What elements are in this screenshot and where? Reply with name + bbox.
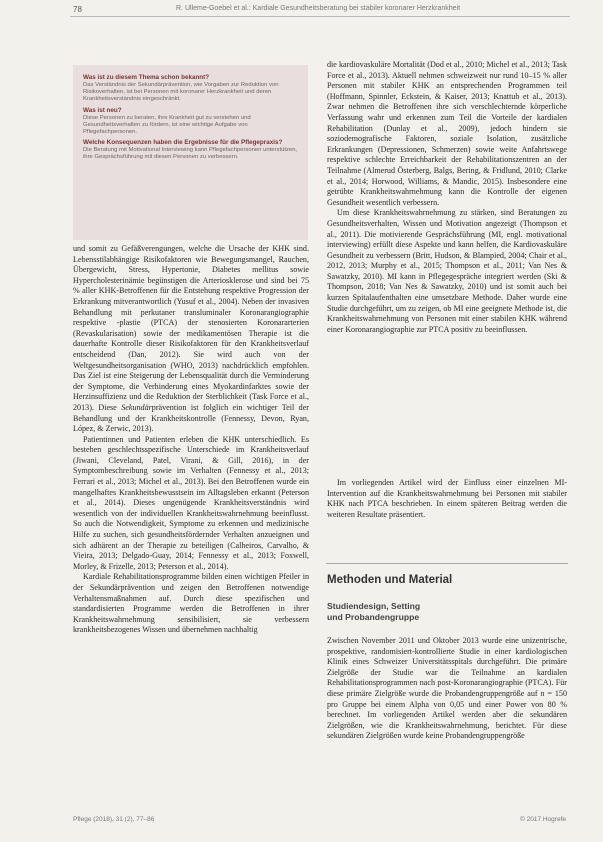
box-question-3: Welche Konsequenzen haben die Ergebnisse für die Pflegepraxis? bbox=[83, 139, 283, 147]
paragraph: und somit zu Gefäßverengungen, welche die Ursache der KHK sind. Lebensstilabhängige Risikofaktoren wie Bewegungsmangel, Rauchen, Übergewicht, Stress, Hypertonie, Diabetes mellitus sowie Hypercholesterinämie begünstigen die Arteriosklerose und sind bei 75 % aller KHK-Betroffenen für die Entstehung respektive Progression der Erkrankung mitverantwortlich (Yusuf et al., 2004). Neben der invasiven Behandlung mit perkutaner transluminaler Koronarangiographie respektive -plastie (PTCA) der stenosierten Koronararterien (Revaskularisation) sowie der medikamentösen Therapie ist die dauerhafte Kontrolle dieser Risikofaktoren für den Krankheitsverlauf entscheidend (Dan, 2012). Sie wird auch von der Weltgesundheitsorganisation (WHO, 2013) nachdrücklich empfohlen. Das Ziel ist eine Steigerung der Lebensqualität durch die Verminderung der Symptome, die Verhinderung eines Myokardinfarktes sowie der Herzinsuffizienz und die Reduktion der Sterblichkeit (Task Force et al., 2013). Diese Sekundärprävention ist folglich ein wichtiger Teil der Behandlung und der Krankheitskontrolle (Fennessy, Devon, Ryan, López, & Zerwic, 2013). bbox=[73, 244, 309, 434]
left-column bbox=[73, 244, 309, 636]
box-answer-2: Diese Personen zu beraten, ihre Krankheit gut zu verstehen und Gesundheitsverhalten zu fördern, ist eine wichtige Aufgabe von Pflegefachpersonen. bbox=[83, 114, 251, 136]
header-rule bbox=[70, 16, 570, 17]
subsection-title: Studiendesign, Setting und Probandengruppe bbox=[327, 601, 421, 622]
paragraph: die kardiovaskuläre Mortalität (Dod et al., 2010; Michel et al., 2013; Task Force et al., 2013). Aktuell nehmen schweizweit nur rund 10–15 % aller Personen mit stabiler KHK an entsprechenden Programmen teil (Hoffmann, Spinnler, Eckstein, & Kaiser, 2013; Knattub et al., 2013). Zwar nehmen die Betroffenen ihre sich verschlechternde körperliche Verfassung wahr und erkennen zum Teil die Vorteile der kardialen Rehabilitation (Dunlay et al., 2009), jedoch hindern sie soziodemografische Faktoren, soziale Isolation, zusätzliche Erkrankungen (Depressionen, Schmerzen) sowie weite Anfahrtswege respektive schlechte Erreichbarkeit der Rehabilitationszentren an der Teilnahme (Almerud Österberg, Balgs, Bering, & Fridlund, 2010; Clarke et al., 2014; Horwood, Williams, & Mandic, 2015). Insbesondere eine getrübte Krankheitswahrnehmung kann die Kontrolle der eigenen Gesundheit wesentlich verbessern. bbox=[327, 60, 567, 207]
section-rule bbox=[326, 563, 568, 564]
section-title: Methoden und Material bbox=[327, 574, 453, 586]
paragraph: Kardiale Rehabilitationsprogramme bilden einen wichtigen Pfeiler in der Sekundärprävention und zeigen den Betroffenen notwendige Verhaltensmaßnahmen auf. Durch diese spezifischen und standardisierten Programme werden die Betroffenen in ihrer Krankheitswahrnehmung sensibilisiert, sie verbessern krankheitsbezogenes Wissen und übernehmen nachhaltig bbox=[73, 572, 309, 635]
footer-citation: Pflege (2018), 31 (2), 77–86 bbox=[73, 816, 155, 823]
paragraph: Um diese Krankheitswahrnehmung zu stärken, sind Beratungen zu Gesundheitsverhalten, Wissen und Motivation angezeigt (Thompson et al., 2011). Die motivierende Gesprächsführung (MI, engl. motivational interviewing) erfüllt diese Aspekte und kann helfen, die Kardiovaskuläre Gesundheit zu verbessern (Britt, Hudson, & Blampied, 2004; Chair et al., 2012, 2013; Murphy et al., 2015; Thompson et al., 2011; Van Nes & Sawatzky, 2010). MI kann in Pflegegespräche integriert werden (Ski & Thompson, 2018; Van Nes & Sawatzky, 2010) und ist somit auch bei kurzen Spitalaufenthalten eine umsetzbare Methode. Daher wurde eine Studie durchgeführt, um zu zeigen, ob MI eine geeignete Methode ist, die Krankheitswahrnehmung von Personen mit einer stabilen KHK während einer Koronarangiographie zur PTCA positiv zu beeinflussen. bbox=[327, 208, 567, 334]
paragraph: Im vorliegenden Artikel wird der Einfluss einer einzelnen MI-Intervention auf die Krankheitswahrnehmung bei Personen mit stabiler KHK nach PTCA beschrieben. In einem späteren Beitrag werden die weiteren Resultate präsentiert. bbox=[327, 478, 567, 519]
right-column-top bbox=[327, 60, 567, 335]
paragraph: Zwischen November 2011 und Oktober 2013 wurde eine unizentrische, prospektive, randomisiert-kontrollierte Studie in einer kardiologischen Klinik eines Schweizer Universitätsspitals durchgeführt. Die primäre Zielgröße der Studie war die Teilnahme an kardialen Rehabilitationsprogrammen nach post-Koronarangiographie (PTCA). Für diese primäre Zielgröße wurde die Probandengruppengröße auf n = 150 pro Gruppe bei einem Alpha von 0,05 und einer Power von 80 % berechnet. Im vorliegenden Artikel werden aber die sekundären Zielgrößen, wie die Krankheitswahrnehmung, berichtet. Für diese sekundären Zielgrößen wurde keine Probandengruppengröße bbox=[327, 636, 567, 741]
page-number: 78 bbox=[73, 5, 82, 14]
key-messages-box bbox=[73, 65, 308, 240]
box-answer-1: Das Verständnis der Sekundärprävention, wie Vorgaben zur Reduktion von Risikoverhalten, ist bei Personen mit koronarer Herzkrankheit und deren Krankheitsverständnis eingeschränkt. bbox=[83, 82, 279, 103]
box-answer-3: Die Beratung mit Motivational Interviewing kann Pflegefachpersonen unterstützen, ihre Gesprächsführung mit diesen Personen zu verbessern. bbox=[83, 147, 298, 161]
paragraph: Patientinnen und Patienten erleben die KHK unterschiedlich. Es bestehen geschlechtsspezifische Unterschiede im Krankheitsverlauf (Jiwani, Cleveland, Patel, Virani, & Gill, 2016), in der Symptombeschreibung sowie im Verhalten (Fennessy et al., 2013; Ferrari et al., 2013; Michel et al., 2013). Bei den Betroffenen wurde ein mangelhaftes Krankheitsbewusstsein im Alltagsleben erkannt (Peterson et al., 2014). Dieses ungenügende Krankheitsverständnis wird wesentlich von der individuellen Krankheitswahrnehmung beeinflusst. So auch die Notwendigkeit, Symptome zu erkennen und medizinische Hilfe zu suchen, sich gesundheitsfördernder Verhalten anzueignen und sich adhärent an der Therapie zu beteiligen (Calheiros, Carvalho, & Vieira, 2013; Delgado-Guay, 2014; Fennessy et al., 2013; Foxwell, Morley, & Frizelle, 2013; Peterson et al., 2014). bbox=[73, 434, 309, 571]
right-column-middle bbox=[327, 478, 567, 520]
running-title: R. Ulleme-Goebel et al.: Kardiale Gesundheitsberatung bei stabiler koronarer Herzkrankheit bbox=[176, 5, 461, 12]
box-question-1: Was ist zu diesem Thema schon bekannt? bbox=[83, 74, 210, 81]
right-column-bottom bbox=[327, 636, 567, 742]
box-question-2: Was ist neu? bbox=[83, 106, 122, 114]
footer-copyright: © 2017 Hogrefe bbox=[520, 816, 566, 823]
